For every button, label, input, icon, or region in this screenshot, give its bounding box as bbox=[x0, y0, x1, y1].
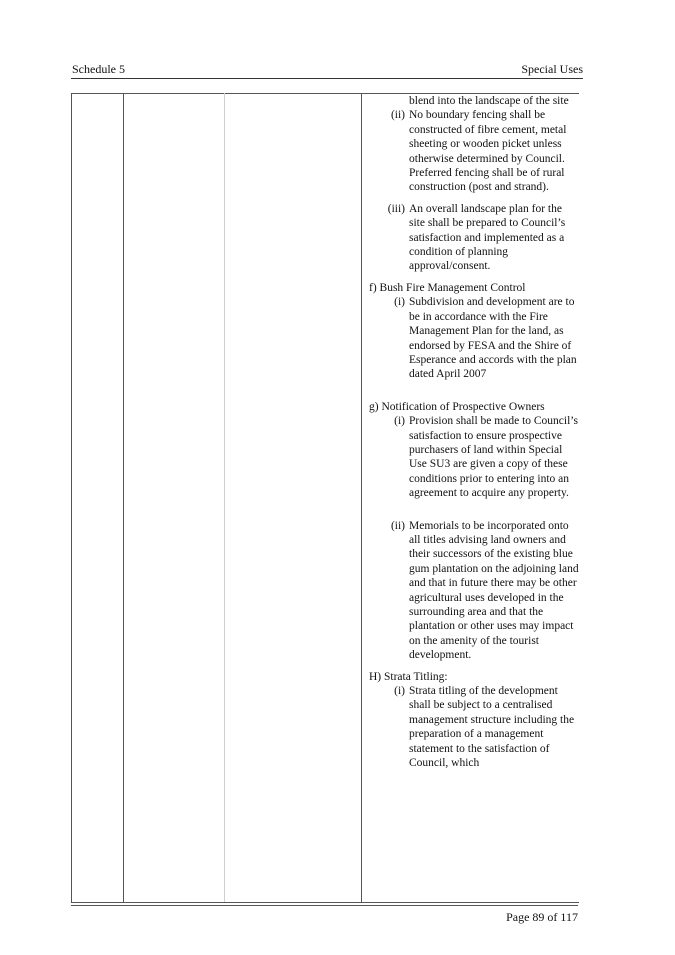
header-section-title: Special Uses bbox=[521, 62, 583, 76]
item-text: Strata titling of the development shall be subject to a centralised management structure including the preparation of a management statement to the satisfaction of Council, which bbox=[409, 685, 575, 770]
list-item bbox=[369, 202, 579, 274]
section-heading-bush-fire: f) Bush Fire Management Control bbox=[369, 281, 526, 294]
table-column-divider bbox=[224, 93, 225, 902]
list-item bbox=[369, 519, 579, 663]
continuation-text: blend into the landscape of the site bbox=[409, 95, 569, 107]
header-divider bbox=[71, 78, 583, 79]
table-column-divider bbox=[123, 93, 124, 902]
conditions-column bbox=[369, 94, 579, 777]
table-column-divider bbox=[361, 93, 362, 902]
item-text: An overall landscape plan for the site shall be prepared to Council’s satisfaction and implemented as a condition of planning approval/consent. bbox=[409, 202, 566, 273]
item-number: (iii) bbox=[387, 202, 405, 215]
list-item bbox=[369, 108, 579, 194]
item-text: Memorials to be incorporated onto all titles advising land owners and their successors of the existing blue gum plantation on the adjoining land and that in future there may be other agricultural uses developed in the surrounding area and that the plantation or other uses may impact on the amenity of the tourist development. bbox=[409, 519, 579, 662]
page-number: Page 89 of 117 bbox=[506, 910, 578, 924]
item-number: (i) bbox=[394, 296, 405, 309]
list-item bbox=[369, 684, 579, 770]
item-text: No boundary fencing shall be constructed of fibre cement, metal sheeting or wooden picket unless otherwise determined by Council. Preferred fencing shall be of rural construction (post and strand). bbox=[409, 109, 567, 194]
item-number: (i) bbox=[394, 415, 405, 428]
item-number: (ii) bbox=[390, 519, 405, 532]
header-schedule: Schedule 5 bbox=[72, 62, 125, 76]
item-text: Provision shall be made to Council’s satisfaction to ensure prospective purchasers of land within Special Use SU3 are given a copy of these conditions prior to entering into an agreement to acquire any property. bbox=[409, 415, 578, 500]
section-heading-notification: g) Notification of Prospective Owners bbox=[369, 400, 545, 413]
footer-divider bbox=[71, 905, 578, 906]
item-number: (i) bbox=[394, 685, 405, 698]
item-number: (ii) bbox=[390, 109, 405, 122]
list-item bbox=[369, 295, 579, 381]
item-text: Subdivision and development are to be in accordance with the Fire Management Plan for the land, as endorsed by FESA and the Shire of Esperance and accords with the plan dated April 2007 bbox=[409, 296, 577, 381]
list-item bbox=[369, 414, 579, 500]
section-heading-strata: H) Strata Titling: bbox=[369, 670, 448, 683]
